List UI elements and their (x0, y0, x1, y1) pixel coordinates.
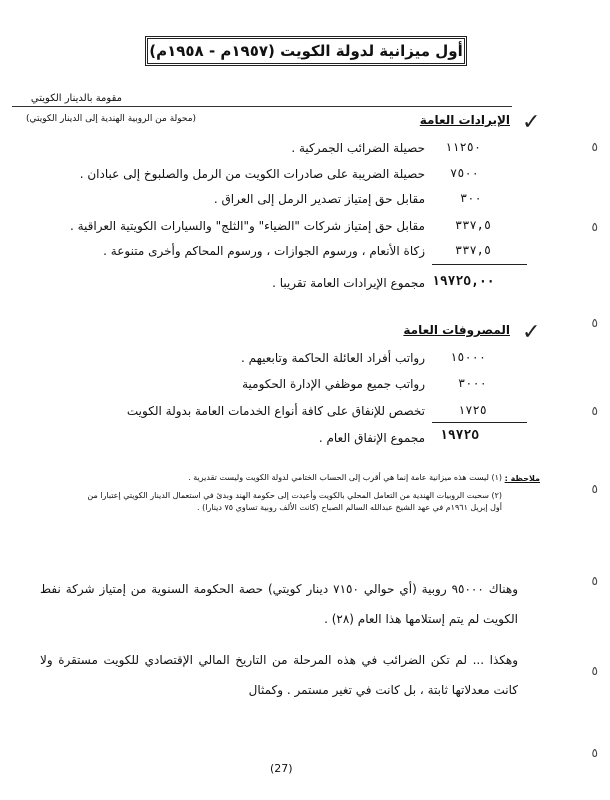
expense-value: ١٧٢٥ (458, 403, 487, 417)
expense-label: رواتب أفراد العائلة الحاكمة وتابعيهم . (240, 351, 425, 365)
margin-mark: ٥ (591, 574, 598, 588)
body-paragraph-1: وهناك ٩٥٠٠٠ روبية (أي حوالي ٧١٥٠ دينار كويتي) حصة الحكومة السنوية من إمتياز شركة نفط الكويت لم يتم إستلامها هذا العام (٢٨) . (40, 582, 518, 626)
margin-mark: ٥ (591, 664, 598, 678)
revenue-label: مقابل حق إمتياز شركات "الضياء" و"الثلج" والسيارات الكويتية العراقية . (69, 219, 425, 233)
revenue-value: ١١٢٥٠ (445, 140, 482, 154)
expense-subtotal-line (432, 422, 527, 423)
margin-mark: ٥ (591, 404, 598, 418)
revenue-subtotal-line (432, 264, 527, 265)
page-title-box (145, 36, 467, 66)
expense-label: تخصص للإنفاق على كافة أنواع الخدمات العامة بدولة الكويت (126, 404, 425, 418)
margin-mark: ٥ (591, 482, 598, 496)
margin-mark: ٥ (591, 220, 598, 234)
currency-note: مقومة بالدينار الكويتي (30, 93, 122, 104)
margin-mark: ٥ (591, 746, 598, 760)
revenue-total-value: ١٩٧٢٥,٠٠ (432, 274, 495, 289)
revenue-label: حصيلة الضرائب الجمركية . (291, 141, 425, 155)
revenue-value: ٣٠٠ (460, 191, 482, 205)
page-number: (27) (270, 762, 293, 775)
expense-value: ١٥٠٠٠ (450, 350, 487, 364)
check-mark: ✓ (522, 320, 541, 345)
revenue-total-label: مجموع الإيرادات العامة تقريبا . (272, 276, 425, 290)
revenue-label: حصيلة الضريبة على صادرات الكويت من الرمل والصلبوخ إلى عبادان . (79, 167, 425, 181)
revenue-value: ٧٥٠٠ (450, 166, 479, 180)
expense-value: ٣٠٠٠ (458, 376, 487, 390)
revenue-label: زكاة الأنعام ، ورسوم الجوازات ، ورسوم المحاكم وأخرى متنوعة . (103, 244, 425, 258)
revenues-heading: الإيرادات العامة (419, 113, 510, 127)
expense-total-label: مجموع الإنفاق العام . (318, 431, 425, 445)
converted-note: (محولة من الروبية الهندية إلى الدينار الكويتي) (26, 114, 197, 124)
margin-mark: ٥ (591, 316, 598, 330)
check-mark: ✓ (522, 110, 541, 135)
margin-mark: ٥ (591, 140, 598, 154)
body-paragraph-2: وهكذا ... لم تكن الضرائب في هذه المرحلة من التاريخ المالي الإقتصادي للكويت مستقرة ولا كانت معدلاتها ثابتة ، بل كانت في تغير مستمر . وكمثال (40, 653, 518, 697)
expense-total-value: ١٩٧٢٥ (440, 428, 480, 443)
footnote-2: (٢) سحبت الروبيات الهندية من التعامل المحلي بالكويت وأعيدت إلى حكومة الهند وبدئ في استعمال الدينار الكويتي إعتبارا من أول إبريل ١٩٦١م في عهد الشيخ عبدالله السالم الصباح (كانت الألف روبية تساوي ٧٥ دينارا) . (87, 491, 502, 512)
header-rule (12, 106, 512, 107)
revenue-label: مقابل حق إمتياز تصدير الرمل إلى العراق . (213, 192, 425, 206)
revenue-value: ٣٣٧,٥ (455, 218, 492, 232)
expenses-heading: المصروفات العامة (403, 323, 510, 337)
revenue-value: ٣٣٧,٥ (455, 243, 492, 257)
expense-label: رواتب جميع موظفي الإدارة الحكومية (242, 377, 425, 391)
footnote-1: (١) ليست هذه ميزانية عامة إنما هي أقرب إلى الحساب الختامي لدولة الكويت وليست تقديرية . (188, 473, 502, 482)
page-title: أول ميزانية لدولة الكويت (١٩٥٧م - ١٩٥٨م) (149, 42, 463, 60)
notes-label: ملاحظة : (504, 474, 540, 483)
